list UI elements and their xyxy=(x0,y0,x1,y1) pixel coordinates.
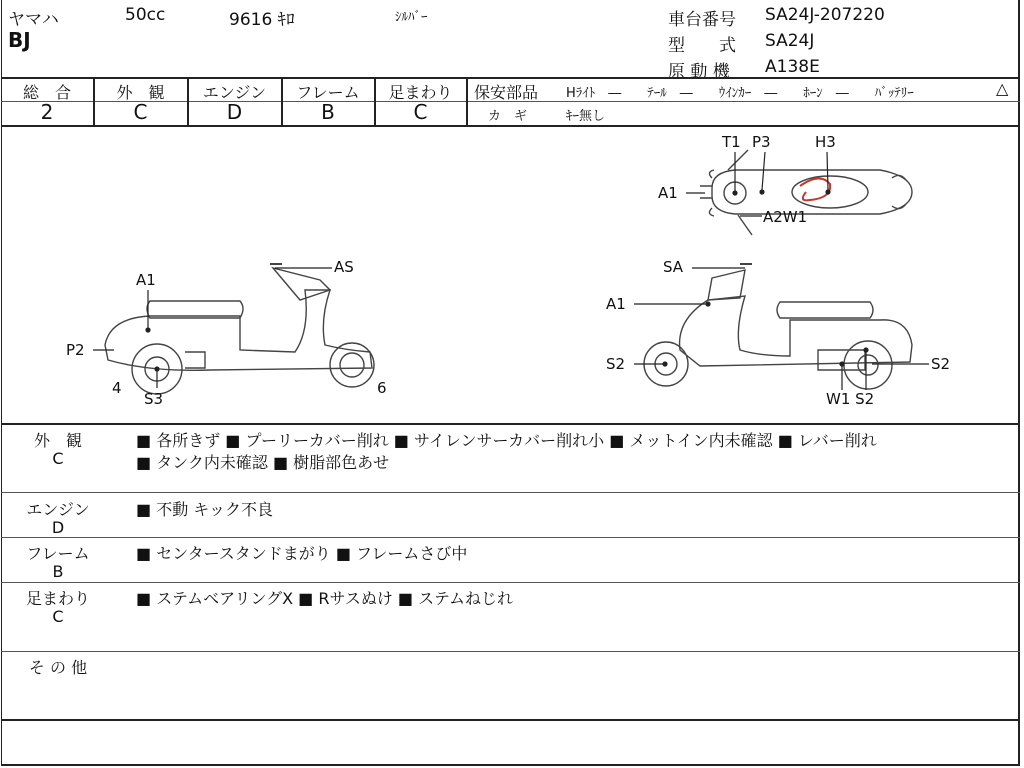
grade-value-exterior: C xyxy=(133,100,148,124)
label-a1-right: A1 xyxy=(606,295,626,313)
grade-value-suspension: C xyxy=(413,100,428,124)
grade-header-engine: エンジン xyxy=(202,83,267,102)
damage-circle-mark xyxy=(800,178,830,200)
frame-no-value: SA24J-207220 xyxy=(765,5,885,25)
displacement-text: 50cc xyxy=(125,5,166,25)
detail-line: ■ 不動 キック不良 xyxy=(136,500,273,519)
key-value: ｷｰ無し xyxy=(566,109,606,124)
battery-warning-mark: △ xyxy=(996,79,1009,98)
label-s2-left: S2 xyxy=(606,355,626,373)
damage-diagram xyxy=(0,127,1020,423)
type-label: 型 式 xyxy=(668,36,736,56)
grade-header-suspension: 足まわり xyxy=(388,83,453,102)
detail-cat-frame: フレーム xyxy=(26,544,90,563)
type-value: SA24J xyxy=(765,31,815,51)
key-label: カ ギ xyxy=(488,109,528,124)
label-a2w1: A2W1 xyxy=(763,208,808,226)
label-h3: H3 xyxy=(815,133,836,151)
divider xyxy=(1,537,1020,538)
color-text: ｼﾙﾊﾞｰ xyxy=(395,10,428,25)
detail-grade-suspension: C xyxy=(52,607,64,626)
grade-value-frame: B xyxy=(321,100,335,124)
grade-header-exterior: 外 観 xyxy=(116,83,165,102)
divider xyxy=(1,719,1020,721)
label-s2-right: S2 xyxy=(931,355,951,373)
detail-cat-engine: エンジン xyxy=(26,500,90,519)
model-name: BJ xyxy=(8,28,31,52)
other-label: そ の 他 xyxy=(28,658,88,677)
engine-value: A138E xyxy=(765,57,820,77)
label-p2: P2 xyxy=(66,341,85,359)
divider xyxy=(1,77,1020,79)
grade-header-overall: 総 合 xyxy=(22,83,71,102)
label-t1: T1 xyxy=(722,133,741,151)
detail-line: ■ ステムベアリングX ■ Rサスぬけ ■ ステムねじれ xyxy=(136,589,514,608)
engine-label: 原 動 機 xyxy=(668,62,730,82)
label-a1-left: A1 xyxy=(136,271,156,289)
divider xyxy=(466,77,468,125)
label-as: AS xyxy=(334,258,354,276)
scooter-right-view xyxy=(644,264,912,389)
label-sa: SA xyxy=(663,258,684,276)
label-p3: P3 xyxy=(752,133,771,151)
maker-text: ヤマハ xyxy=(8,10,59,30)
label-a1-top: A1 xyxy=(658,184,678,202)
divider xyxy=(467,101,1020,102)
detail-cat-exterior: 外 観 xyxy=(33,431,82,450)
safety-parts-items: Hﾗｲﾄ ― ﾃｰﾙ ― ｳｲﾝｶｰ ― ﾎｰﾝ ― ﾊﾞｯﾃﾘｰ xyxy=(566,86,914,101)
label-4: 4 xyxy=(112,379,122,397)
detail-line: ■ タンク内未確認 ■ 樹脂部色あせ xyxy=(136,453,390,472)
detail-grade-exterior: C xyxy=(52,449,64,468)
label-w1s2: W1 S2 xyxy=(826,390,875,408)
detail-line: ■ 各所きず ■ プーリーカバー削れ ■ サイレンサーカバー削れ小 ■ メットイン内未確認 ■ レバー削れ xyxy=(136,431,877,450)
divider xyxy=(1,492,1020,493)
detail-grade-frame: B xyxy=(52,562,64,581)
grade-value-overall: 2 xyxy=(40,100,54,124)
grade-header-frame: フレーム xyxy=(296,83,360,102)
label-6: 6 xyxy=(377,379,387,397)
detail-line: ■ センタースタンドまがり ■ フレームさび中 xyxy=(136,544,468,563)
mileage-text: 9616 ｷﾛ xyxy=(229,10,295,30)
detail-grade-engine: D xyxy=(51,518,65,537)
safety-parts-label: 保安部品 xyxy=(474,83,539,102)
label-s3: S3 xyxy=(144,390,164,408)
detail-cat-suspension: 足まわり xyxy=(25,589,90,608)
divider xyxy=(1,651,1020,652)
frame-no-label: 車台番号 xyxy=(668,10,736,30)
divider xyxy=(1,423,1020,425)
grade-value-engine: D xyxy=(226,100,243,124)
divider xyxy=(1,582,1020,583)
